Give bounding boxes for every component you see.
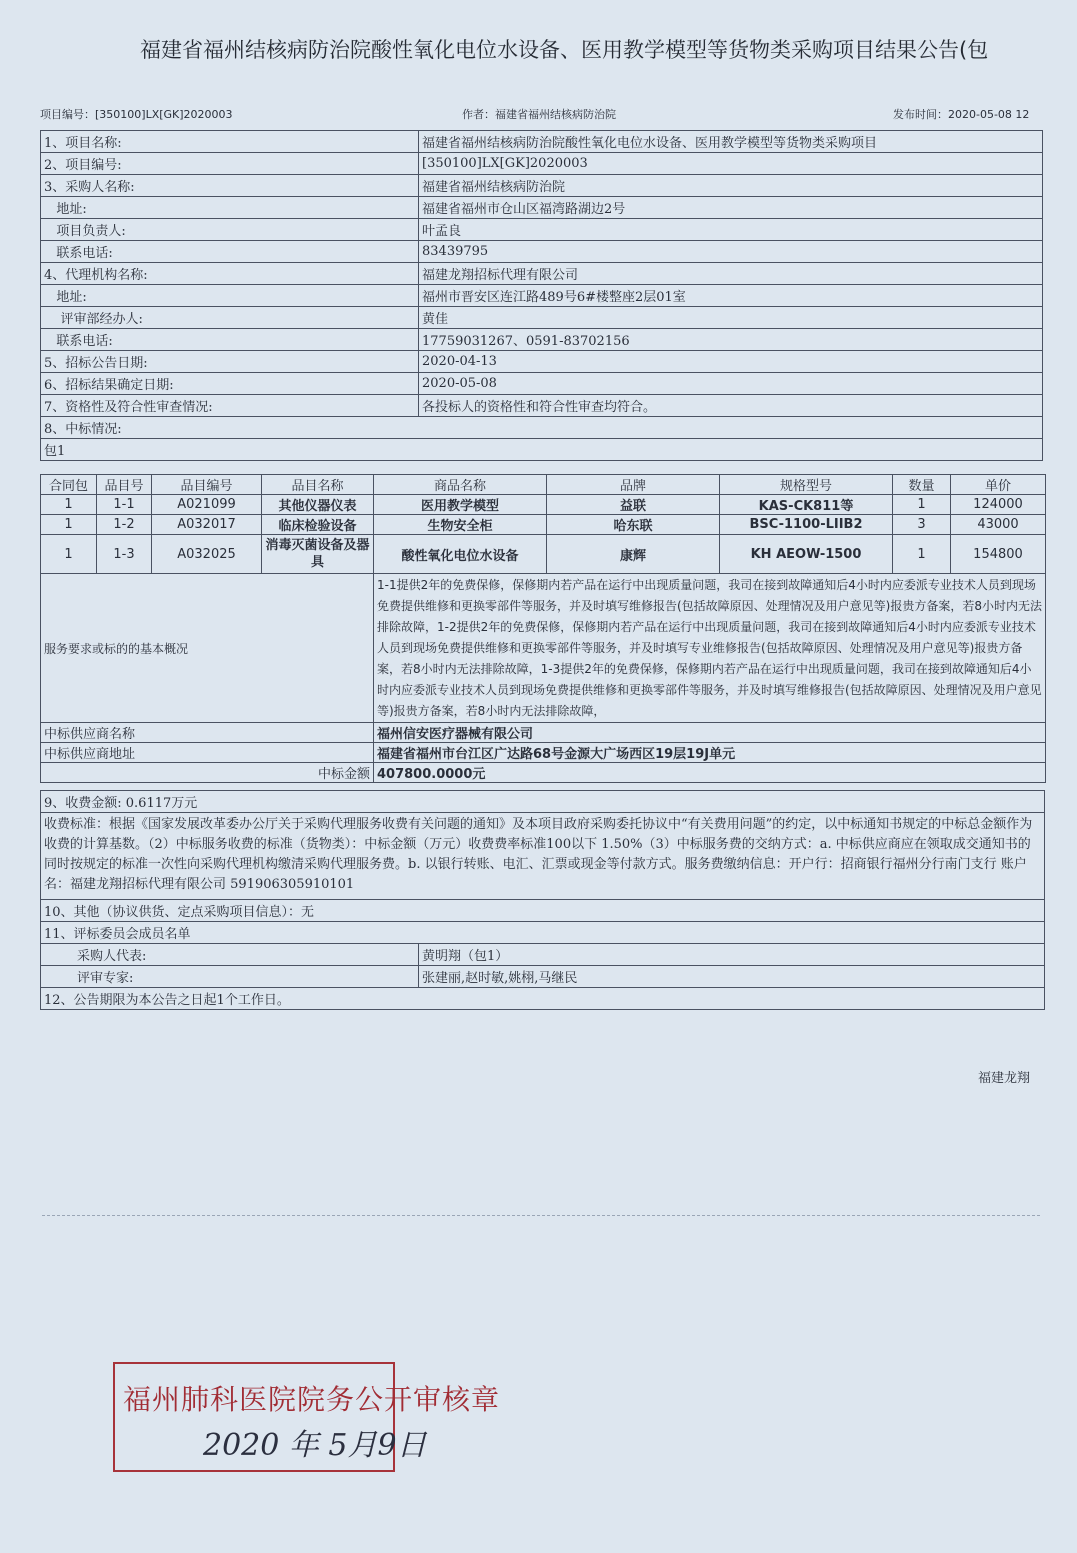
table-cell: 哈东联 xyxy=(547,515,720,535)
table-cell: 酸性氧化电位水设备 xyxy=(374,535,547,574)
info-row xyxy=(41,329,1043,351)
table-cell: 1-1 xyxy=(97,495,152,515)
items-header-cell: 数量 xyxy=(893,475,951,495)
info-label: 评审部经办人: xyxy=(41,307,419,329)
info-value: [350100]LX[GK]2020003 xyxy=(419,153,1043,175)
info-row xyxy=(41,153,1043,175)
others: 10、其他（协议供货、定点采购项目信息）：无 xyxy=(41,900,1045,922)
page-title: 福建省福州结核病防治院酸性氧化电位水设备、医用教学模型等货物类采购项目结果公告(包 xyxy=(140,38,989,62)
service-label: 服务要求或标的的基本概况 xyxy=(41,574,374,723)
fee-amount: 9、收费金额: 0.6117万元 xyxy=(41,791,1045,813)
committee-heading: 11、评标委员会成员名单 xyxy=(41,922,1045,944)
info-label: 3、采购人名称: xyxy=(41,175,419,197)
info-value: 叶孟良 xyxy=(419,219,1043,241)
fee-standard: 收费标准：根据《国家发展改革委办公厅关于采购代理服务收费有关问题的通知》及本项目政府采购委托协议中“有关费用问题”的约定，以中标通知书规定的中标总金额作为收费的计算基数。（2）中标服务收费的标准（货物类）：中标金额（万元）收费费率标准100以下 1.50%（3）中标服务费的交纳方式：a. 中标供应商应在领取成交通知书的同时按规定的标准一次性向采购代理机构缴清采购代理服务费。b. 以银行转账、电汇、汇票或现金等付款方式。服务费缴纳信息：开户行：招商银行福州分行南门支行 账户名：福建龙翔招标代理有限公司 591906305910101 xyxy=(41,813,1045,900)
table-cell: 1-2 xyxy=(97,515,152,535)
winner-address: 福建省福州市台江区广达路68号金源大广场西区19层19J单元 xyxy=(374,743,1046,763)
items-header-cell: 品牌 xyxy=(547,475,720,495)
info-row xyxy=(41,197,1043,219)
items-header-cell: 规格型号 xyxy=(720,475,893,495)
package-label: 包1 xyxy=(41,439,1043,461)
table-cell: KAS-CK811等 xyxy=(720,495,893,515)
rep-value: 黄明翔（包1） xyxy=(419,944,1045,966)
info-label: 地址: xyxy=(41,285,419,307)
table-cell: 其他仪器仪表 xyxy=(262,495,374,515)
table-cell: 康辉 xyxy=(547,535,720,574)
expert-label: 评审专家: xyxy=(41,966,419,988)
items-header-row xyxy=(41,475,1046,495)
winner-amount-label: 中标金额 xyxy=(41,763,374,783)
table-cell: 1 xyxy=(893,495,951,515)
info-value: 2020-04-13 xyxy=(419,351,1043,373)
info-value: 2020-05-08 xyxy=(419,373,1043,395)
table-cell: 1 xyxy=(41,515,97,535)
winner-name-label: 中标供应商名称 xyxy=(41,723,374,743)
table-cell: 益联 xyxy=(547,495,720,515)
author: 作者：福建省福州结核病防治院 xyxy=(462,108,616,121)
project-info-table xyxy=(40,130,1043,461)
info-label: 4、代理机构名称: xyxy=(41,263,419,285)
items-header-cell: 品目编号 xyxy=(152,475,262,495)
table-row xyxy=(41,515,1046,535)
info-value: 17759031267、0591-83702156 xyxy=(419,329,1043,351)
info-row xyxy=(41,351,1043,373)
items-header-cell: 品目名称 xyxy=(262,475,374,495)
table-cell: 1-3 xyxy=(97,535,152,574)
info-row xyxy=(41,175,1043,197)
table-cell: 消毒灭菌设备及器具 xyxy=(262,535,374,574)
info-label: 项目负责人: xyxy=(41,219,419,241)
info-label: 1、项目名称: xyxy=(41,131,419,153)
info-row xyxy=(41,307,1043,329)
info-row xyxy=(41,219,1043,241)
table-cell: 1 xyxy=(893,535,951,574)
info-label: 地址: xyxy=(41,197,419,219)
publish-time: 发布时间：2020-05-08 12 xyxy=(893,108,1030,121)
table-cell: 医用教学模型 xyxy=(374,495,547,515)
info-value: 黄佳 xyxy=(419,307,1043,329)
table-cell: A021099 xyxy=(152,495,262,515)
table-row xyxy=(41,535,1046,574)
table-cell: 生物安全柜 xyxy=(374,515,547,535)
table-cell: A032025 xyxy=(152,535,262,574)
award-heading: 8、中标情况: xyxy=(41,417,1043,439)
table-cell: 3 xyxy=(893,515,951,535)
stamp-handwritten-date: 2020 年 5月9日 xyxy=(203,1428,427,1463)
approval-stamp xyxy=(113,1362,501,1472)
info-value: 各投标人的资格性和符合性审查均符合。 xyxy=(419,395,1043,417)
table-cell: 43000 xyxy=(951,515,1046,535)
table-cell: 124000 xyxy=(951,495,1046,515)
notice-period: 12、公告期限为本公告之日起1个工作日。 xyxy=(41,988,1045,1010)
items-header-cell: 商品名称 xyxy=(374,475,547,495)
info-row xyxy=(41,263,1043,285)
table-cell: A032017 xyxy=(152,515,262,535)
info-label: 7、资格性及符合性审查情况: xyxy=(41,395,419,417)
info-label: 2、项目编号: xyxy=(41,153,419,175)
winner-amount: 407800.0000元 xyxy=(374,763,1046,783)
rep-label: 采购人代表: xyxy=(41,944,419,966)
info-label: 联系电话: xyxy=(41,241,419,263)
footer-organization: 福建龙翔 xyxy=(978,1071,1031,1086)
info-value: 83439795 xyxy=(419,241,1043,263)
items-header-cell: 单价 xyxy=(951,475,1046,495)
info-label: 6、招标结果确定日期: xyxy=(41,373,419,395)
project-number: 项目编号：[350100]LX[GK]2020003 xyxy=(40,108,233,121)
info-value: 福建省福州结核病防治院酸性氧化电位水设备、医用教学模型等货物类采购项目 xyxy=(419,131,1043,153)
info-value: 福建省福州结核病防治院 xyxy=(419,175,1043,197)
info-label: 5、招标公告日期: xyxy=(41,351,419,373)
table-cell: 154800 xyxy=(951,535,1046,574)
service-description: 1-1提供2年的免费保修，保修期内若产品在运行中出现质量问题，我司在接到故障通知后4小时内应委派专业技术人员到现场免费提供维修和更换零部件等服务，并及时填写维修报告(包括故障原因、处理情况及用户意见等)报贵方备案，若8小时内无法排除故障，1-2提供2年的免费保修，保修期内若产品在运行中出现质量问题，我司在接到故障通知后4小时内应委派专业技术人员到现场免费提供维修和更换零部件等服务，并及时填写专业维修报告(包括故障原因、处理情况及用户意见等)报贵方备案，若8小时内无法排除故障，1-3提供2年的免费保修，保修期内若产品在运行中出现质量问题，我司在接到故障通知后4小时内应委派专业技术人员到现场免费提供维修和更换零部件等服务，并及时填写维修报告(包括故障原因、处理情况及用户意见等)报贵方备案，若8小时内无法排除故障， xyxy=(374,574,1046,723)
info-value: 福建龙翔招标代理有限公司 xyxy=(419,263,1043,285)
stamp-text: 福州肺科医院院务公开审核章 xyxy=(123,1383,501,1416)
winner-address-label: 中标供应商地址 xyxy=(41,743,374,763)
winner-name: 福州信安医疗器械有限公司 xyxy=(374,723,1046,743)
expert-value: 张建丽,赵时敏,姚栩,马继民 xyxy=(419,966,1045,988)
table-row xyxy=(41,495,1046,515)
info-row xyxy=(41,395,1043,417)
info-row xyxy=(41,373,1043,395)
award-items-table xyxy=(40,474,1046,783)
items-header-cell: 合同包 xyxy=(41,475,97,495)
items-header-cell: 品目号 xyxy=(97,475,152,495)
divider xyxy=(42,1215,1040,1216)
info-value: 福建省福州市仓山区福湾路湖边2号 xyxy=(419,197,1043,219)
info-row xyxy=(41,241,1043,263)
table-cell: 1 xyxy=(41,535,97,574)
table-cell: 1 xyxy=(41,495,97,515)
info-value: 福州市晋安区连江路489号6#楼整座2层01室 xyxy=(419,285,1043,307)
info-row xyxy=(41,131,1043,153)
table-cell: BSC-1100-LIIB2 xyxy=(720,515,893,535)
table-cell: KH AEOW-1500 xyxy=(720,535,893,574)
table-cell: 临床检验设备 xyxy=(262,515,374,535)
info-label: 联系电话: xyxy=(41,329,419,351)
info-row xyxy=(41,285,1043,307)
fee-and-committee-table xyxy=(40,790,1045,1010)
